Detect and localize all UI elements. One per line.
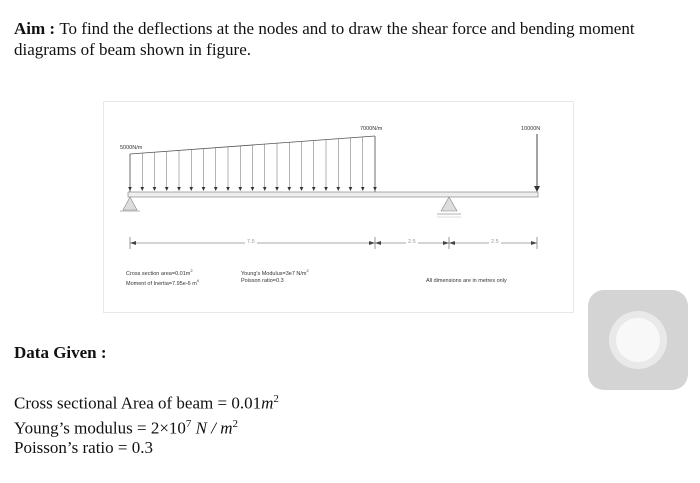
load-arrow-head xyxy=(177,187,181,191)
cross-section-note: Cross section $area=0.01m^2$ xyxy=(126,268,193,277)
load-arrow-head xyxy=(287,187,291,191)
load-arrow-head xyxy=(361,187,365,191)
aim-separator: : xyxy=(45,19,60,38)
load-arrow-head xyxy=(214,187,218,191)
load-start-label: 5000N/m xyxy=(120,145,143,151)
data-given-heading: Data Given : xyxy=(14,343,107,362)
load-arrow-head xyxy=(300,187,304,191)
load-end-label: 7000N/m xyxy=(360,126,383,132)
load-arrow-head xyxy=(226,187,230,191)
dim-label-3: 2.5 xyxy=(491,239,499,245)
load-arrow-head xyxy=(238,187,242,191)
load-arrow-head xyxy=(263,187,267,191)
aim-paragraph xyxy=(14,18,690,60)
load-arrow-head xyxy=(336,187,340,191)
load-arrow-head xyxy=(349,187,353,191)
inertia-note: Moment of Inertia=7.95e-6 $m^4$ xyxy=(126,278,200,287)
load-arrow-head xyxy=(140,187,144,191)
load-arrow-head xyxy=(312,187,316,191)
poisson-note: Poisson ratio=0.3 xyxy=(241,278,284,284)
dim-label-1: 7.5 xyxy=(247,239,255,245)
point-load-label: 10000N xyxy=(521,126,541,132)
youngs-note: Young's Modulus=3e7 $N/m^2$ xyxy=(241,268,309,277)
left-support xyxy=(120,197,140,211)
load-arrow-head xyxy=(153,187,157,191)
load-arrow-head xyxy=(373,187,377,191)
modulus-line: Young’s modulus = $2\times 10^7$ N / $m^2$ xyxy=(14,418,239,438)
load-arrow-head xyxy=(251,187,255,191)
units-note: All dimensions are in metres only xyxy=(426,278,507,284)
load-arrow-head xyxy=(275,187,279,191)
point-load-arrow-head xyxy=(534,186,540,192)
area-line: Cross sectional Area of beam = $0.01m^2$ xyxy=(14,393,279,413)
floating-action-button[interactable] xyxy=(588,290,688,390)
middle-support xyxy=(437,197,461,217)
load-arrow-head xyxy=(202,187,206,191)
aim-label: Aim xyxy=(14,19,46,38)
dim-label-2: 2.5 xyxy=(408,239,416,245)
load-arrow-head xyxy=(189,187,193,191)
aim-text: To find the deflections at the nodes and to draw the shear force and bending moment diagrams of beam shown in figure. xyxy=(14,19,635,59)
load-arrow-head xyxy=(165,187,169,191)
circle-icon xyxy=(609,311,667,369)
beam xyxy=(128,192,538,197)
load-arrow-head xyxy=(128,187,132,191)
load-arrow-head xyxy=(324,187,328,191)
poisson-line: Poisson’s ratio = 0.3 xyxy=(14,438,153,457)
beam-figure xyxy=(103,101,574,313)
distributed-load-arrows xyxy=(128,136,377,191)
